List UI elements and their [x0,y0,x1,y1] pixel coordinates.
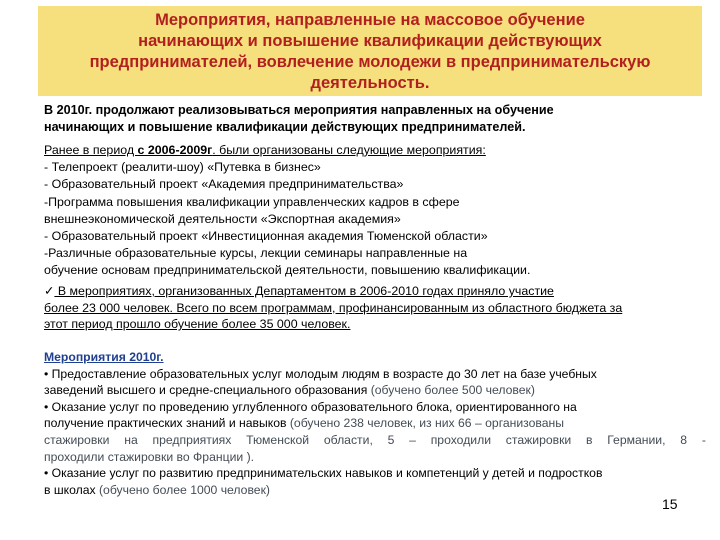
title-line: предпринимателей, вовлечение молодежи в предпринимательскую [89,53,651,71]
previous-heading: Ранее в период с 2006-2009г. были организованы следующие мероприятия: [44,143,486,157]
previous-item: - Образовательный проект «Инвестиционная академия Тюменской области» [44,229,488,244]
events-heading: Мероприятия 2010г. [44,350,164,364]
events-2010 [44,349,706,498]
intro-line: начинающих и повышение квалификации действующих предпринимателей. [44,120,526,134]
title-line: деятельность. [310,74,430,92]
word: стажировки [505,432,572,447]
title-line: Мероприятия, направленные на массовое обучение [155,11,585,29]
word: – [409,432,416,447]
word: области, [323,432,373,447]
result-line: этот период прошло обучение более 35 000 человек. [44,317,351,332]
event-item: • Оказание услуг по проведению углубленного образовательного блока, ориентированного на [44,399,577,414]
previous-item: - Телепроект (реалити-шоу) «Путевка в бизнес» [44,160,321,175]
event-item: проходили стажировки во Франции ). [44,449,255,464]
previous-item: -Различные образовательные курсы, лекции семинары направленные на [44,246,468,261]
slide-title [38,6,702,96]
event-item: заведений высшего и средне-специального образования (обучено более 500 человек) [44,383,535,398]
word: Тюменской [246,432,310,447]
event-item: в школах (обучено более 1000 человек) [44,482,270,497]
event-item-justified [44,432,706,449]
word: в [586,432,593,447]
intro-paragraph [44,102,554,136]
word: проходили [430,432,492,447]
word: Германии, [607,432,666,447]
word: 5 [387,432,395,447]
event-item: получение практических знаний и навыков (обучено 238 человек, из них 66 – организованы [44,416,565,431]
event-item: • Оказание услуг по развитию предпринимательских навыков и компетенций у детей и подростков [44,466,603,481]
word: - [701,432,706,447]
page-number: 15 [662,496,678,512]
checkmark-icon: ✓ [44,284,55,298]
word: на [124,432,138,447]
word: 8 [680,432,688,447]
previous-item: - Образовательный проект «Академия предпринимательства» [44,177,404,192]
previous-item: внешнеэкономической деятельности «Экспортная академия» [44,211,401,226]
word: стажировки [44,432,110,447]
event-item: • Предоставление образовательных услуг молодым людям в возрасте до 30 лет на базе учебных [44,366,597,381]
result-summary [44,283,622,333]
previous-events [44,142,530,280]
result-line: более 23 000 человек. Всего по всем программам, профинансированным из областного бюджета за [44,300,623,315]
intro-line: В 2010г. продолжают реализовываться мероприятия направленных на обучение [44,103,554,117]
title-line: начинающих и повышение квалификации действующих [138,32,602,50]
previous-item: -Программа повышения квалификации управленческих кадров в сфере [44,194,460,209]
previous-item: обучение основам предпринимательской деятельности, повышению квалификации. [44,263,531,278]
result-line: ✓ В мероприятиях, организованных Департаментом в 2006-2010 годах приняло участие [44,284,554,298]
word: предприятиях [152,432,232,447]
